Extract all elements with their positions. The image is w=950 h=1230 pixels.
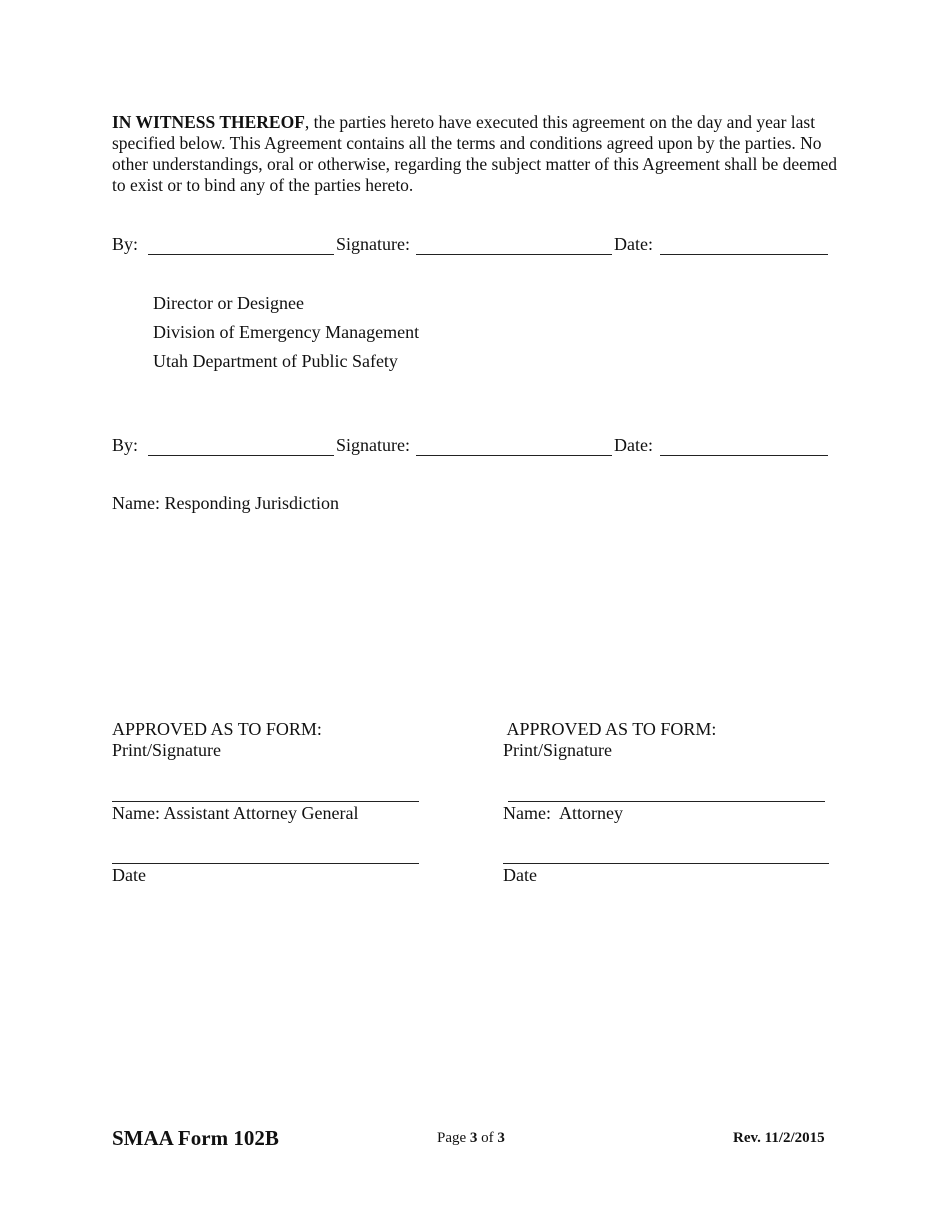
signature-label-2: Signature:: [336, 435, 410, 455]
title-line-division: Division of Emergency Management: [153, 322, 420, 342]
approval-left-heading: APPROVED AS TO FORM:: [112, 719, 322, 739]
footer-page-mid: of: [477, 1130, 498, 1146]
responding-jurisdiction-name: Name: Responding Jurisdiction: [112, 493, 339, 513]
approval-right-sub: Print/Signature: [503, 740, 612, 760]
approval-left-sub: Print/Signature: [112, 740, 221, 760]
by-line-1[interactable]: [148, 254, 334, 255]
approval-right-signature-line[interactable]: [508, 801, 825, 802]
date-label-1: Date:: [614, 234, 653, 254]
footer-page-prefix: Page: [437, 1130, 470, 1146]
date-line-2[interactable]: [660, 455, 828, 456]
title-line-department: Utah Department of Public Safety: [153, 351, 398, 371]
approval-right-date: Date: [503, 865, 537, 885]
signature-line-1[interactable]: [416, 254, 612, 255]
approval-left-date: Date: [112, 865, 146, 885]
footer-page-total: 3: [497, 1130, 505, 1146]
footer-form-name: SMAA Form 102B: [112, 1126, 279, 1150]
approval-right-date-line[interactable]: [503, 863, 829, 864]
date-label-2: Date:: [614, 435, 653, 455]
title-line-director: Director or Designee: [153, 293, 304, 313]
signature-label-1: Signature:: [336, 234, 410, 254]
approval-right-heading: APPROVED AS TO FORM:: [503, 719, 717, 739]
signature-line-2[interactable]: [416, 455, 612, 456]
approval-left-date-line[interactable]: [112, 863, 419, 864]
by-label-1: By:: [112, 234, 139, 254]
footer-page-number: [437, 1130, 505, 1147]
approval-left-name: Name: Assistant Attorney General: [112, 803, 359, 823]
footer-page-current: 3: [469, 1130, 478, 1146]
approval-right-name: Name: Attorney: [503, 803, 623, 823]
footer-revision: Rev. 11/2/2015: [733, 1130, 825, 1146]
by-label-2: By:: [112, 435, 139, 455]
witness-lead: IN WITNESS THEREOF: [112, 112, 305, 132]
approval-left-signature-line[interactable]: [112, 801, 419, 802]
by-line-2[interactable]: [148, 455, 334, 456]
witness-body: , the parties hereto have executed this agreement on the day and year last specified below. This Agreement contains all the terms and conditions agreed upon by the parties. No other understandings, oral or otherwise, regarding the subject matter of this Agreement shall be deemed to exist or to bind any of the parties hereto.: [112, 112, 838, 195]
date-line-1[interactable]: [660, 254, 828, 255]
witness-paragraph: [112, 112, 842, 196]
